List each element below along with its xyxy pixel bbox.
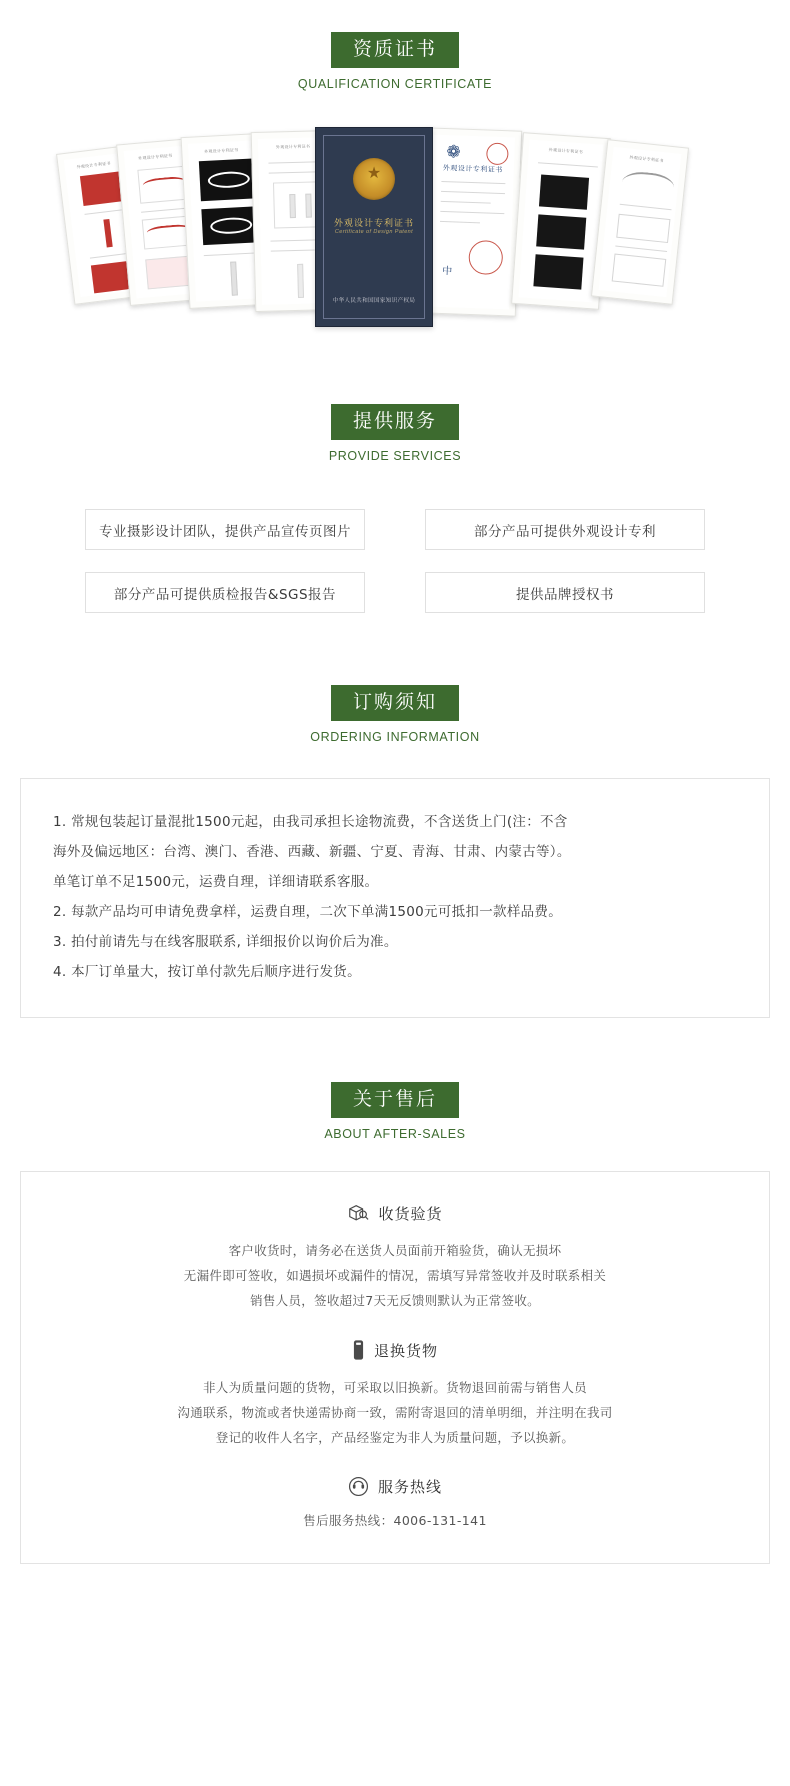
hotline-number: 售后服务热线：4006-131-141 [303,1513,487,1528]
aftersales-group-title: 退换货物 [373,1341,438,1360]
certificate-thumb-label: 外观设计专利证书 [629,154,665,164]
aftersales-box [20,1171,770,1564]
services-heading [0,404,790,463]
aftersales-group [61,1476,729,1529]
services-title-cn: 提供服务 [331,404,459,440]
qualification-title-en: QUALIFICATION CERTIFICATE [297,77,493,91]
aftersales-title-cn: 关于售后 [331,1082,459,1118]
certificate-main-issuer: 中华人民共和国国家知识产权局 [332,298,416,304]
qualification-title-cn: 资质证书 [331,32,459,68]
aftersales-line: 非人为质量问题的货物，可采取以旧换新。货物退回前需与销售人员 [202,1380,587,1395]
red-stamp-icon [486,143,509,166]
aftersales-group [61,1202,729,1313]
services-grid [85,509,705,613]
return-goods-icon [352,1339,365,1361]
section-services [0,342,790,613]
certificate-thumb-label: 外观设计专利证书 [548,146,584,155]
ordering-title-en: ORDERING INFORMATION [310,730,480,744]
box-inspect-icon [347,1202,369,1224]
aftersales-line: 无漏件即可签收，如遇损坏或漏件的情况，需填写异常签收并及时联系相关 [183,1268,607,1283]
ordering-heading [0,685,790,744]
certificate-thumb-label: 外观设计专利证书 [76,160,112,170]
section-qualification [0,0,790,342]
ordering-line: 1. 常规包装起订量混批1500元起，由我司承担长途物流费，不含送货上门(注：不含 [53,814,568,830]
certificate-gallery [0,127,790,342]
aftersales-group-body [61,1375,729,1450]
hotline-icon [348,1476,369,1497]
section-aftersales [0,1018,790,1604]
certificate-thumb-label: 外观设计专利证书 [203,147,239,154]
aftersales-line: 客户收货时，请务必在送货人员面前开箱验货，确认无损坏 [228,1243,562,1258]
service-card: 专业摄影设计团队，提供产品宣传页图片 [85,509,365,550]
red-stamp-icon [468,240,503,275]
aftersales-group [61,1339,729,1450]
ordering-line: 海外及偏远地区：台湾、澳门、香港、西藏、新疆、宁夏、青海、甘肃、内蒙古等）。 [53,844,571,860]
ordering-line: 2. 每款产品均可申请免费拿样，运费自理，二次下单满1500元可抵扣一款样品费。 [53,904,563,920]
service-card: 提供品牌授权书 [425,572,705,613]
service-card: 部分产品可提供质检报告&SGS报告 [85,572,365,613]
aftersales-title-en: ABOUT AFTER-SALES [324,1127,466,1141]
section-ordering [0,613,790,1018]
ordering-line: 3. 拍付前请先与在线客服联系, 详细报价以询价后为准。 [53,934,398,950]
aftersales-group-title: 服务热线 [377,1478,442,1496]
services-title-en: PROVIDE SERVICES [328,449,462,463]
ordering-line: 单笔订单不足1500元，运费自理，详细请联系客服。 [53,874,379,890]
certificate-thumb-label: 外观设计专利证书 [275,143,311,150]
aftersales-line: 沟通联系，物流或者快递需协商一致，需附寄退回的清单明细，并注明在我司 [177,1405,613,1420]
aftersales-line: 登记的收件人名字，产品经鉴定为非人为质量问题，予以换新。 [215,1430,575,1445]
certificate-main[interactable] [315,127,433,327]
aftersales-heading [0,1082,790,1141]
national-emblem-icon [353,158,395,200]
certificate-main-title-en: Certificate of Design Patent [334,229,414,235]
ordering-line: 4. 本厂订单量大，按订单付款先后顺序进行发货。 [53,964,361,980]
ordering-info-box [20,778,770,1018]
certificate-thumb-label: 外观设计专利证书 [137,152,173,161]
aftersales-group-title: 收货验货 [378,1204,443,1223]
ordering-title-cn: 订购须知 [331,685,459,721]
certificate-main-title-cn: 外观设计专利证书 [333,218,414,228]
certificate-thumb-label: 外观设计专利证书 [442,164,503,175]
certificate-thumb[interactable]: 外观设计专利证书 ❁ 中 [420,127,522,316]
service-card: 部分产品可提供外观设计专利 [425,509,705,550]
aftersales-line: 销售人员，签收超过7天无反馈则默认为正常签收。 [250,1293,540,1308]
qualification-heading [0,32,790,91]
certificate-thumb[interactable] [591,139,689,305]
aftersales-group-body [61,1238,729,1313]
